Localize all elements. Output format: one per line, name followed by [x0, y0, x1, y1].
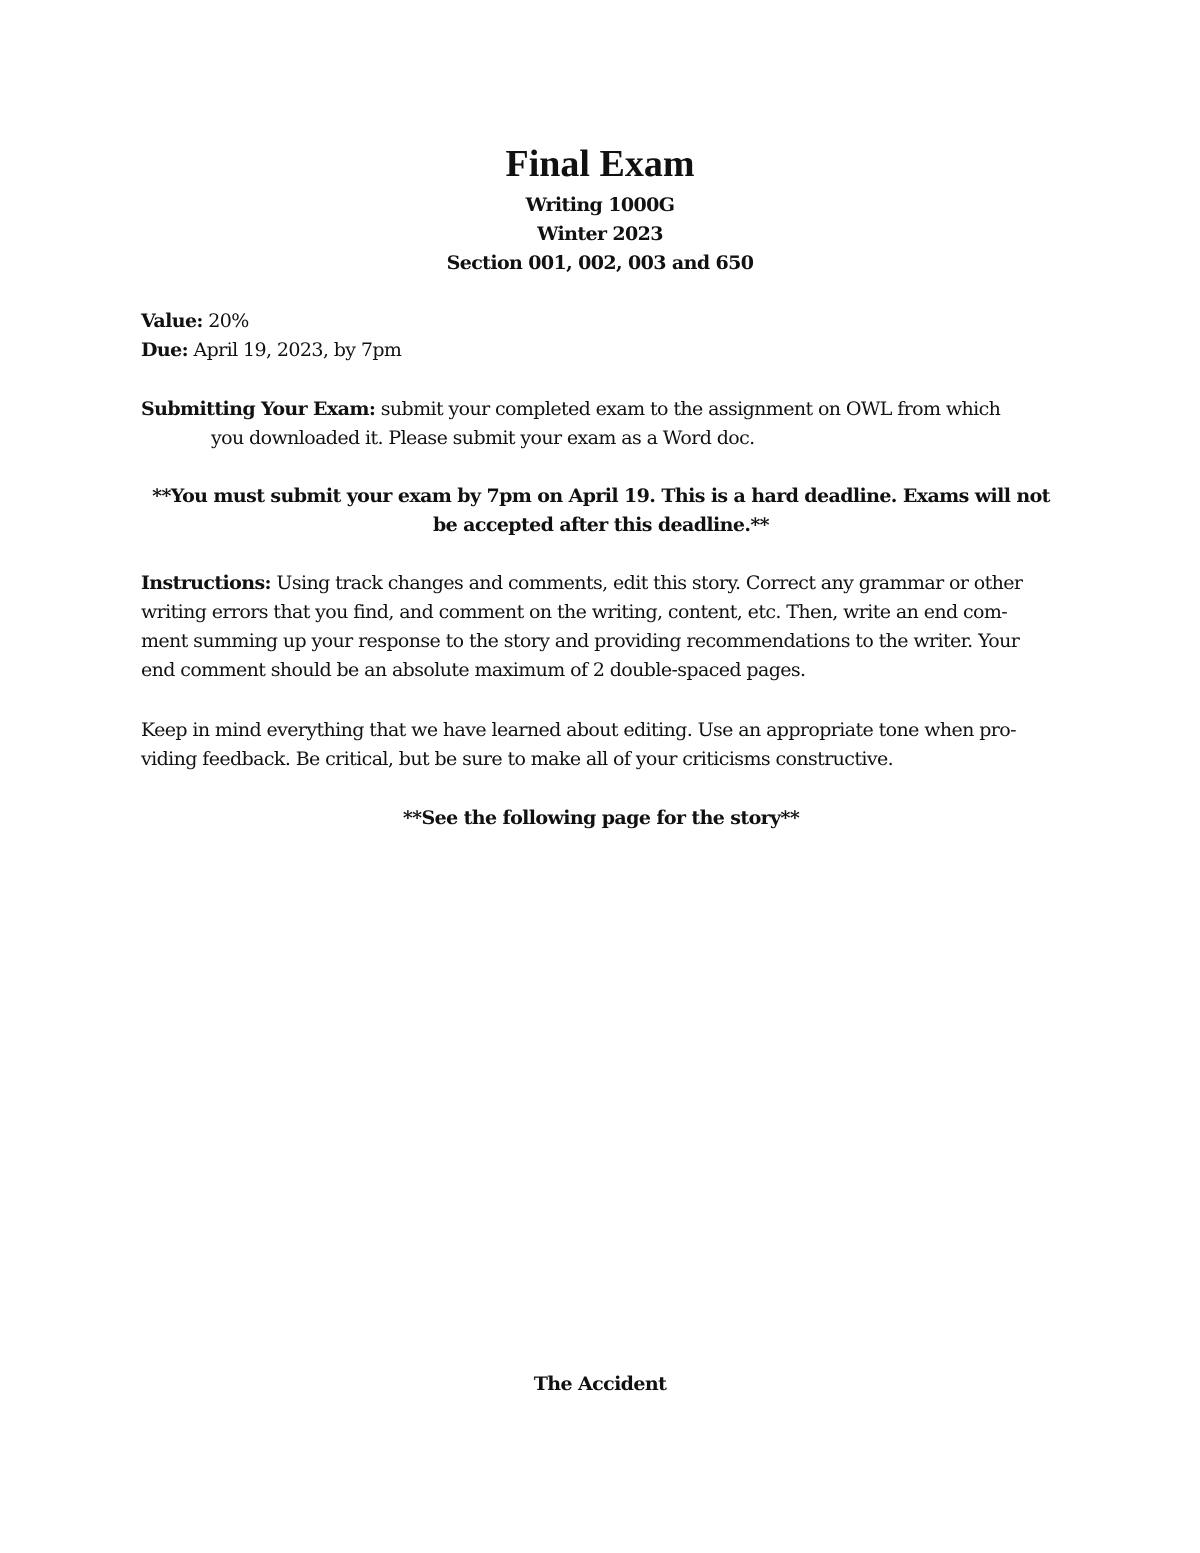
- reminder-line-1: Keep in mind everything that we have learned about editing. Use an appropriate tone when pro-: [141, 719, 1016, 741]
- due-text: April 19, 2023, by 7pm: [193, 339, 402, 361]
- reminder-line-2: viding feedback. Be critical, but be sure to make all of your criticisms constructive.: [141, 748, 894, 770]
- submitting-label: Submitting Your Exam:: [141, 398, 376, 420]
- value-line: [141, 307, 1061, 336]
- instructions-paragraph: [141, 569, 1061, 685]
- submitting-line-2: you downloaded it. Please submit your exam as a Word doc.: [211, 427, 755, 449]
- instructions-label: Instructions:: [141, 572, 271, 594]
- submitting-line-1: submit your completed exam to the assignment on OWL from which: [380, 398, 1001, 420]
- instructions-line-3: ment summing up your response to the story and providing recommendations to the writer. Your: [141, 630, 1020, 652]
- instructions-line-4: end comment should be an absolute maximum of 2 double-spaced pages.: [141, 659, 806, 681]
- due-label: Due:: [141, 339, 188, 361]
- course-name: Writing 1000G: [525, 194, 675, 216]
- due-line: [141, 336, 1061, 365]
- submitting-paragraph: [141, 395, 1061, 453]
- see-next-page-note: **See the following page for the story**: [402, 807, 800, 829]
- sections: Section 001, 002, 003 and 650: [446, 252, 754, 274]
- instructions-line-2: writing errors that you find, and comment on the writing, content, etc. Then, write an end com-: [141, 601, 1008, 623]
- reminder-paragraph: [141, 716, 1061, 774]
- warning-line-1: **You must submit your exam by 7pm on April 19. This is a hard deadline. Exams will not: [152, 485, 1050, 507]
- value-label: Value:: [141, 310, 203, 332]
- page-title: Final Exam: [505, 143, 695, 185]
- instructions-line-1: Using track changes and comments, edit this story. Correct any grammar or other: [276, 572, 1023, 594]
- warning-line-2: be accepted after this deadline.**: [432, 514, 770, 536]
- deadline-warning: [141, 482, 1061, 540]
- term: Winter 2023: [537, 223, 663, 245]
- story-title: The Accident: [533, 1373, 667, 1395]
- value-text: 20%: [208, 310, 249, 332]
